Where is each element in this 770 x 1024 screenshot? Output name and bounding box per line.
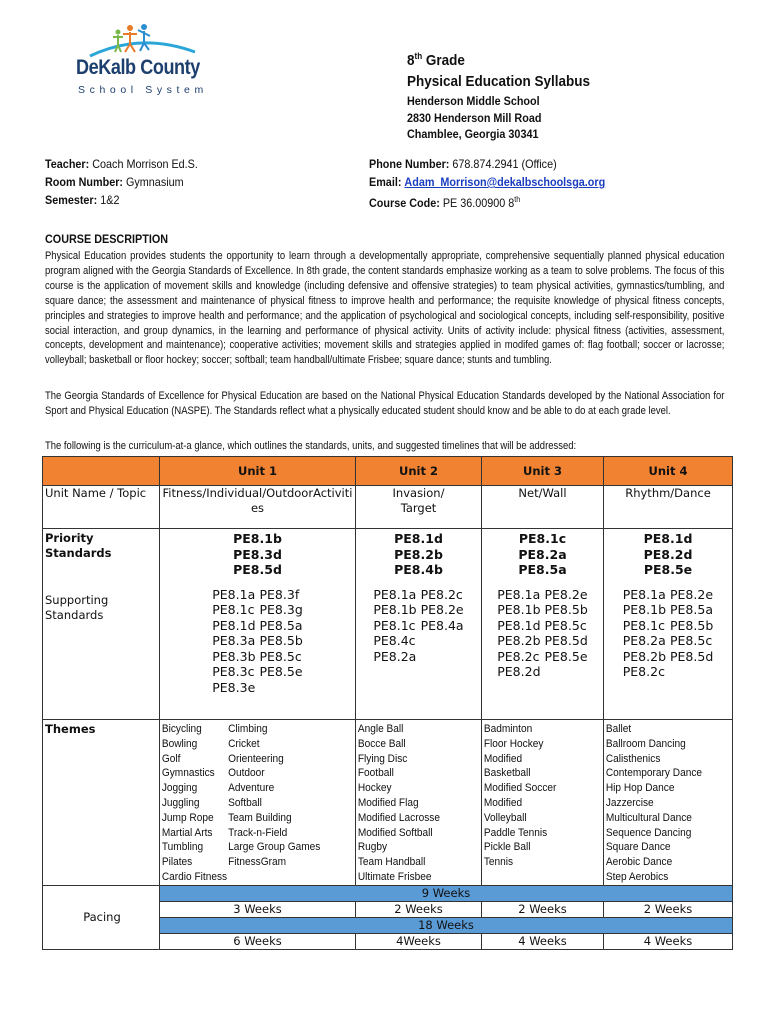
theme-item: Calisthenics xyxy=(605,752,661,765)
theme-item: FitnessGram xyxy=(228,856,287,869)
supporting-standard: PE8.1d xyxy=(497,617,541,633)
theme-item: Softball xyxy=(228,796,262,809)
unit-2-name xyxy=(356,486,482,529)
grade-number: 8 xyxy=(407,52,415,69)
theme-item: Square Dance xyxy=(605,841,671,854)
unit-3-supporting-standards xyxy=(482,587,603,680)
theme-item: Orienteering xyxy=(228,752,284,765)
theme-item: Jump Rope xyxy=(161,811,214,824)
supporting-standard: PE8.3a xyxy=(212,633,256,648)
supporting-standard: PE8.1c xyxy=(212,602,255,617)
course-code-label: Course Code: xyxy=(369,196,440,210)
supporting-standard: PE8.2e xyxy=(420,602,464,617)
unit-1-pace: 3 Weeks xyxy=(160,901,356,917)
school-street: 2830 Henderson Mill Road xyxy=(407,110,542,125)
semester-label: Semester: xyxy=(45,193,98,207)
theme-item: Golf xyxy=(161,752,181,765)
unit-1-standards xyxy=(160,529,356,720)
standards-row xyxy=(43,529,733,720)
priority-standard: PE8.1d xyxy=(394,531,443,546)
unit-2-pace-18: 4Weeks xyxy=(356,933,482,949)
supporting-standard: PE8.2c xyxy=(420,586,463,602)
theme-item: Angle Ball xyxy=(357,723,404,735)
supporting-standard: PE8.1b xyxy=(373,602,417,617)
standards-paragraph xyxy=(45,389,725,419)
supporting-standard: PE8.2c xyxy=(622,664,665,679)
eighteen-weeks-bar: 18 Weeks xyxy=(160,917,733,933)
supporting-standard: PE8.3g xyxy=(259,602,303,617)
supporting-standard: PE8.1a xyxy=(497,586,541,602)
theme-item: Jazzercise xyxy=(605,796,654,809)
logo-subtitle: School System xyxy=(78,84,208,96)
supporting-standard: PE8.3f xyxy=(259,586,300,602)
unit-3-standards xyxy=(482,529,604,720)
theme-item: Badminton xyxy=(483,723,533,735)
unit-1-name-text: Fitness/Individual/OutdoorActivities xyxy=(162,486,353,515)
teacher-value: Coach Morrison Ed.S. xyxy=(89,157,198,171)
theme-item: Martial Arts xyxy=(161,826,213,839)
course-description-heading: COURSE DESCRIPTION xyxy=(45,232,169,246)
priority-standard: PE8.1b xyxy=(233,531,282,546)
supporting-standard: PE8.5a xyxy=(670,602,713,617)
theme-item: Adventure xyxy=(228,782,275,795)
supporting-standard: PE8.5d xyxy=(670,648,714,664)
theme-item: Rugby xyxy=(357,841,388,854)
phone-label: Phone Number: xyxy=(369,157,450,171)
supporting-standard: PE8.3e xyxy=(212,679,256,695)
supporting-standard: PE8.4a xyxy=(420,617,464,633)
theme-item: Hip Hop Dance xyxy=(605,782,675,795)
supporting-standard: PE8.1a xyxy=(373,586,417,602)
supporting-standard: PE8.2b xyxy=(497,633,541,648)
theme-item: Ballet xyxy=(605,723,632,735)
email-label: Email: xyxy=(369,175,402,189)
supporting-standard: PE8.1a xyxy=(622,586,666,602)
theme-item: Hockey xyxy=(357,782,392,795)
theme-item: Pilates xyxy=(161,856,193,869)
curriculum-intro: The following is the curriculum-at-a glance, which outlines the standards, units, and suggested timelines that will be addressed: xyxy=(45,440,577,452)
theme-item: Cardio Fitness xyxy=(161,870,228,883)
grade-suffix: th xyxy=(414,51,423,61)
theme-item: Cricket xyxy=(228,737,260,750)
unit-4-priority-standards xyxy=(604,531,732,578)
priority-standards-label: Priority Standards xyxy=(45,531,112,560)
theme-item: Modified Lacrosse xyxy=(357,811,440,824)
nine-weeks-bar: 9 Weeks xyxy=(160,885,733,901)
supporting-standard: PE8.1b xyxy=(497,602,541,617)
priority-standard: PE8.4b xyxy=(394,562,443,577)
theme-item: Bocce Ball xyxy=(357,737,406,750)
supporting-standard: PE8.2e xyxy=(670,586,714,602)
supporting-standard: PE8.1b xyxy=(622,602,666,617)
unit-header-blank xyxy=(43,457,160,486)
theme-item: Modified Flag xyxy=(357,796,419,809)
unit-header-row xyxy=(43,457,733,486)
theme-item: Outdoor xyxy=(228,767,265,780)
teacher-label: Teacher: xyxy=(45,157,90,171)
unit-1-themes xyxy=(160,720,356,886)
theme-item: Multicultural Dance xyxy=(605,811,692,824)
unit-2-pace: 2 Weeks xyxy=(356,901,482,917)
unit-2-supporting-standards xyxy=(356,587,481,665)
theme-item: Floor Hockey xyxy=(483,737,544,750)
unit-2-header: Unit 2 xyxy=(356,457,482,486)
supporting-standard: PE8.5d xyxy=(544,633,588,648)
theme-item: Tennis xyxy=(483,856,514,869)
unit-1-pace-18: 6 Weeks xyxy=(160,933,356,949)
priority-standard: PE8.5e xyxy=(643,562,693,577)
theme-item: Juggling xyxy=(161,796,200,809)
theme-item: Modified xyxy=(483,752,523,765)
unit-name-label: Unit Name / Topic xyxy=(43,486,160,529)
theme-item: Bowling xyxy=(161,737,198,750)
theme-item: Paddle Tennis xyxy=(483,826,548,839)
unit-name-row xyxy=(43,486,733,529)
unit-3-themes xyxy=(482,720,604,886)
unit-1-name xyxy=(160,486,356,529)
room-value: Gymnasium xyxy=(123,175,184,189)
standards-text: The Georgia Standards of Excellence for Physical Education are based on the National Physical Education Standards developed by the National Association for Sport and Physical Education (NASPE). The Standards reflect what a physically educated student should know and be able to do at each grade level. xyxy=(45,390,725,417)
school-city: Chamblee, Georgia 30341 xyxy=(407,127,539,141)
syllabus-header xyxy=(407,46,737,143)
priority-standard: PE8.2b xyxy=(394,546,443,562)
grade-word: Grade xyxy=(422,52,465,69)
supporting-standard: PE8.2b xyxy=(622,648,666,664)
theme-item: Jogging xyxy=(161,782,198,795)
unit-1-supporting-standards xyxy=(160,587,355,696)
unit-2-theme-list xyxy=(356,720,471,885)
theme-item: Volleyball xyxy=(483,811,527,824)
priority-standard: PE8.1c xyxy=(518,531,567,546)
supporting-standard: PE8.2e xyxy=(544,586,588,602)
priority-standard: PE8.5d xyxy=(233,562,282,577)
supporting-standard: PE8.2a xyxy=(373,648,417,664)
school-name: Henderson Middle School xyxy=(407,94,540,108)
theme-item: Sequence Dancing xyxy=(605,826,692,839)
supporting-standard: PE8.1c xyxy=(373,617,416,633)
theme-item: Football xyxy=(357,767,394,780)
supporting-standard: PE8.2d xyxy=(497,664,541,679)
supporting-standard: PE8.1a xyxy=(212,586,256,602)
page-title: Physical Education Syllabus xyxy=(407,73,591,90)
supporting-standard: PE8.4c xyxy=(373,633,416,648)
unit-1-theme-list xyxy=(160,720,339,885)
dekalb-logo xyxy=(70,22,210,102)
unit-3-pace-18: 4 Weeks xyxy=(482,933,604,949)
description-text: Physical Education provides students the opportunity to learn through a developmentally appropriate, comprehensive sequentially planned physical education program aligned with the Georgia Standards of Excellence. In 8th grade, the content standards emphasize working as a team to solve problems. The focus of this course is the application of movement skills and knowledge (including defensive and offensive strategies) to team physical activities, gymnastics/tumbling, and square dance; the assessment and maintenance of physical fitness to improve health and performance; the requisite knowledge of physical fitness concepts, principles and strategies to improve health and performance; and the application of psychological and sociological concepts, including self-responsibility, positive social interaction, and group dynamics, in the learning and performance of physical activity. Units of activity include: physical fitness (activities, assessment, concepts, development and maintenance); cooperative activities; movement skills and strategies applied in modifed games of: flag football; soccer or lacrosse; volleyball; basketball or floor hockey; soccer; softball; team handball/ultimate Frisbee; square dance; stunts and tumbling. xyxy=(45,250,725,367)
priority-standard: PE8.5a xyxy=(518,562,567,577)
themes-label-cell xyxy=(43,720,160,886)
phone-value: 678.874.2941 (Office) xyxy=(449,157,557,171)
contact-info xyxy=(369,155,605,212)
unit-3-pace: 2 Weeks xyxy=(482,901,604,917)
theme-item: Climbing xyxy=(228,723,268,735)
theme-item: Flying Disc xyxy=(357,752,408,765)
unit-4-standards xyxy=(604,529,733,720)
unit-3-priority-standards xyxy=(482,531,603,578)
theme-item: Team Building xyxy=(228,811,292,824)
supporting-standard: PE8.5c xyxy=(259,648,302,664)
supporting-standard: PE8.5e xyxy=(259,664,303,679)
theme-item: Ballroom Dancing xyxy=(605,737,686,750)
themes-label: Themes xyxy=(45,722,96,736)
supporting-standard: PE8.2a xyxy=(622,633,666,648)
unit-4-themes xyxy=(604,720,733,886)
theme-item: Contemporary Dance xyxy=(605,767,703,780)
supporting-standard: PE8.5c xyxy=(670,633,713,648)
theme-item: Modified Soccer xyxy=(483,782,557,795)
supporting-standard: PE8.5e xyxy=(544,648,588,664)
unit-2-priority-standards xyxy=(356,531,481,578)
theme-item: Pickle Ball xyxy=(483,841,531,854)
supporting-standard: PE8.3b xyxy=(212,648,256,664)
grade-heading xyxy=(407,46,704,71)
theme-item: Step Aerobics xyxy=(605,870,669,883)
logo-name: DeKalb County xyxy=(76,56,200,79)
theme-item: Aerobic Dance xyxy=(605,856,673,869)
priority-standard: PE8.2a xyxy=(518,546,567,562)
theme-item: Track-n-Field xyxy=(228,826,288,839)
supporting-standard: PE8.5c xyxy=(544,617,587,633)
supporting-standard: PE8.5b xyxy=(670,617,714,633)
supporting-standard xyxy=(421,633,464,649)
theme-item: Modified xyxy=(483,796,523,809)
theme-item: Basketball xyxy=(483,767,531,780)
theme-item: Team Handball xyxy=(357,856,426,869)
supporting-standard: PE8.5b xyxy=(544,602,588,617)
unit-3-header: Unit 3 xyxy=(482,457,604,486)
supporting-standard: PE8.1c xyxy=(622,617,665,633)
unit-4-header: Unit 4 xyxy=(604,457,733,486)
theme-item: Large Group Games xyxy=(228,841,321,854)
theme-item: Modified Softball xyxy=(357,826,433,839)
unit-1-header: Unit 1 xyxy=(160,457,356,486)
course-description-paragraph xyxy=(45,249,725,368)
unit-2-themes xyxy=(356,720,482,886)
pacing-label: Pacing xyxy=(43,885,160,949)
unit-4-pace-18: 4 Weeks xyxy=(604,933,733,949)
priority-standard: PE8.2d xyxy=(643,546,693,562)
curriculum-table xyxy=(42,456,733,950)
unit-3-theme-list xyxy=(482,720,593,870)
unit-4-name: Rhythm/Dance xyxy=(604,486,733,529)
unit-4-theme-list xyxy=(604,720,722,885)
unit-2-name-text: Invasion/ Target xyxy=(392,486,445,515)
unit-1-priority-standards xyxy=(160,531,355,578)
themes-row xyxy=(43,720,733,886)
priority-standard: PE8.3d xyxy=(233,546,282,562)
room-label: Room Number: xyxy=(45,175,124,189)
theme-item: Bicycling xyxy=(161,723,202,735)
unit-2-standards xyxy=(356,529,482,720)
supporting-standard: PE8.5a xyxy=(259,617,303,633)
theme-item: Tumbling xyxy=(161,841,204,854)
standards-label-cell xyxy=(43,529,160,720)
unit-4-supporting-standards xyxy=(604,587,732,680)
supporting-standard: PE8.2c xyxy=(497,648,540,664)
semester-value: 1&2 xyxy=(97,193,120,207)
theme-item: Gymnastics xyxy=(161,767,215,780)
unit-3-name: Net/Wall xyxy=(482,486,604,529)
email-link[interactable]: Adam_Morrison@dekalbschoolsga.org xyxy=(404,175,606,189)
supporting-standard: PE8.5b xyxy=(259,633,303,648)
teacher-info xyxy=(45,155,198,209)
course-code-value: PE 36.00900 8 xyxy=(439,196,515,210)
pacing-row-9-weeks xyxy=(43,885,733,901)
course-code-suffix: th xyxy=(514,195,521,204)
supporting-standard: PE8.3c xyxy=(212,664,255,679)
unit-4-pace: 2 Weeks xyxy=(604,901,733,917)
supporting-standard: PE8.1d xyxy=(212,617,256,633)
supporting-standards-label: Supporting Standards xyxy=(45,593,109,622)
theme-item: Ultimate Frisbee xyxy=(357,870,432,883)
priority-standard: PE8.1d xyxy=(643,531,693,546)
